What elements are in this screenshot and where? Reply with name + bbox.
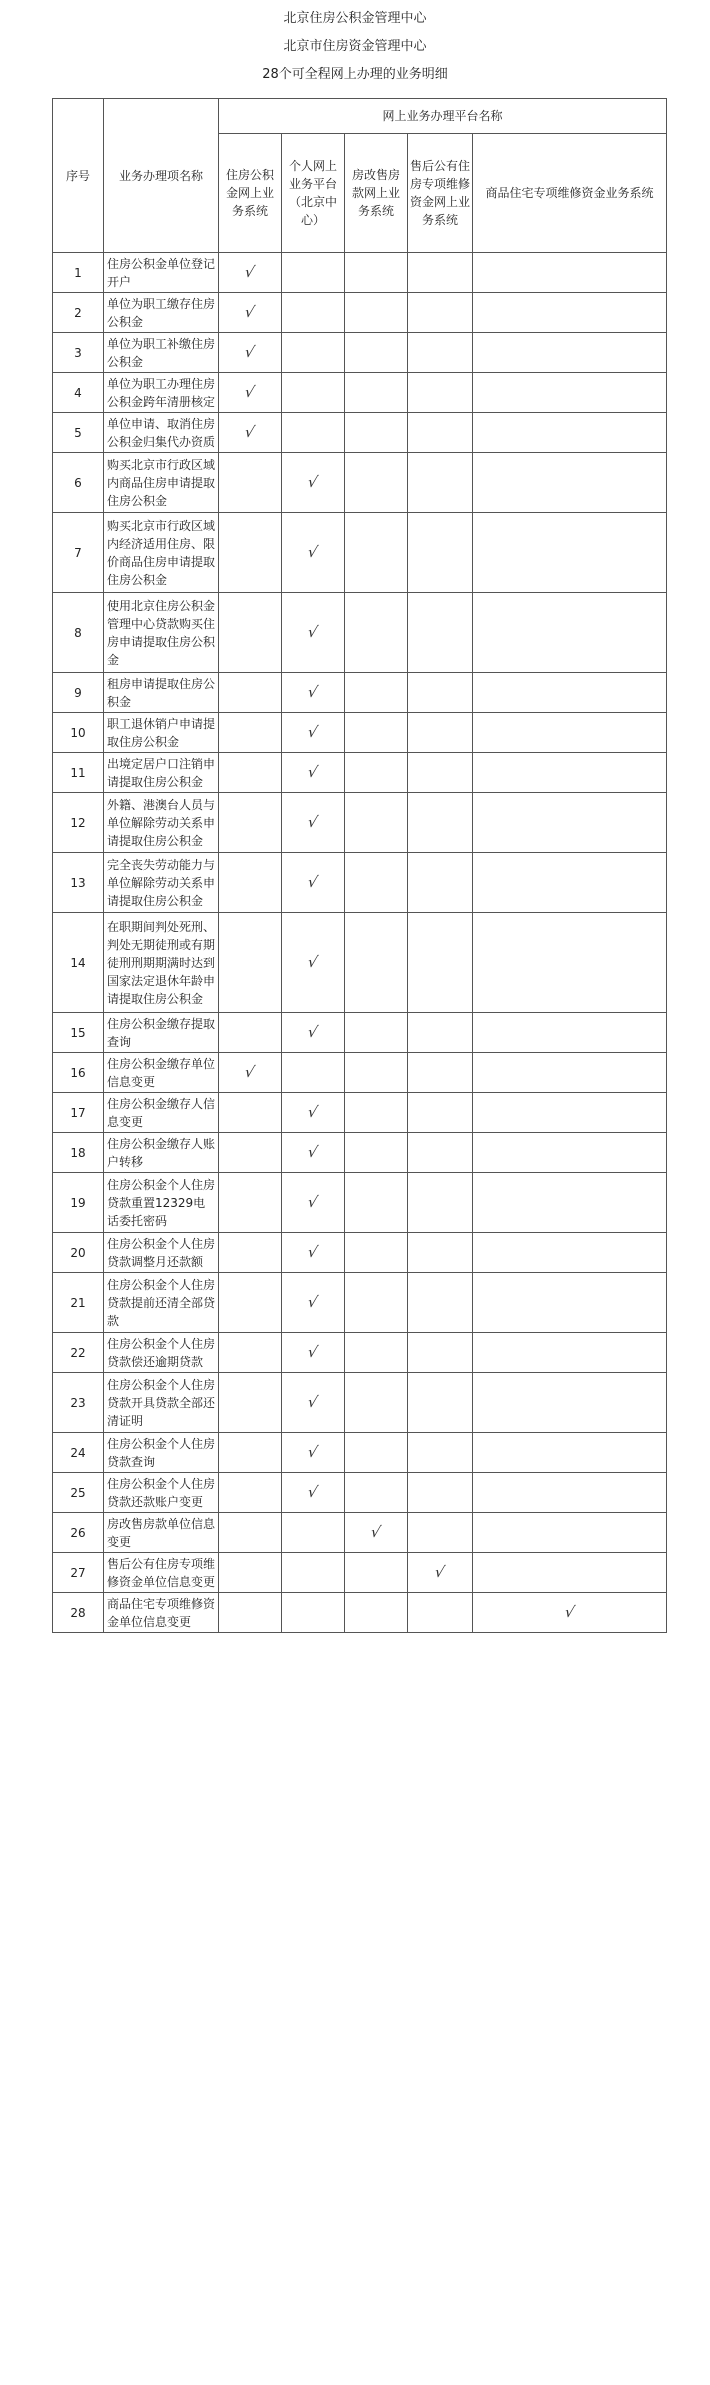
check-mark-icon: √ [306,683,320,701]
row-system-cell [219,1593,282,1633]
check-mark-icon: √ [306,473,320,491]
row-system-cell [408,853,473,913]
check-mark-icon: √ [243,1063,257,1081]
row-system-cell [219,1433,282,1473]
table-row [53,1513,667,1553]
row-system-cell [219,593,282,673]
row-system-cell [219,293,282,333]
row-system-cell [345,253,408,293]
row-system-cell [282,373,345,413]
row-system-cell [345,1373,408,1433]
row-system-cell [282,1053,345,1093]
row-system-cell [345,1473,408,1513]
row-seq: 25 [53,1473,104,1513]
check-mark-icon: √ [306,1293,320,1311]
row-seq: 7 [53,513,104,593]
row-system-cell [282,1473,345,1513]
row-system-cell [282,1373,345,1433]
check-mark-icon: √ [306,1103,320,1121]
table-row [53,1133,667,1173]
row-system-cell [219,333,282,373]
row-seq: 26 [53,1513,104,1553]
row-seq: 17 [53,1093,104,1133]
check-mark-icon: √ [306,623,320,641]
row-system-cell [473,793,667,853]
row-system-cell [473,1173,667,1233]
row-system-cell [408,1233,473,1273]
row-seq: 18 [53,1133,104,1173]
row-system-cell [282,1513,345,1553]
header-seq: 序号 [53,99,104,253]
row-system-cell [282,1273,345,1333]
table-row [53,1433,667,1473]
row-seq: 20 [53,1233,104,1273]
row-seq: 28 [53,1593,104,1633]
row-system-cell [408,913,473,1013]
check-mark-icon: √ [306,1193,320,1211]
row-system-cell [219,1013,282,1053]
row-business-name: 商品住宅专项维修资金单位信息变更 [104,1593,219,1633]
row-system-cell [282,673,345,713]
row-system-cell [219,1173,282,1233]
row-system-cell [473,1013,667,1053]
row-system-cell [219,1053,282,1093]
check-mark-icon: √ [243,423,257,441]
row-business-name: 单位为职工办理住房公积金跨年清册核定 [104,373,219,413]
row-system-cell [345,1013,408,1053]
row-system-cell [282,713,345,753]
row-system-cell [408,293,473,333]
check-mark-icon: √ [306,1393,320,1411]
title-main: 28个可全程网上办理的业务明细 [262,67,448,82]
row-seq: 4 [53,373,104,413]
check-mark-icon: √ [306,1243,320,1261]
row-system-cell [473,373,667,413]
check-mark-icon: √ [306,953,320,971]
row-system-cell [345,1333,408,1373]
table-row [53,513,667,593]
row-system-cell [473,1473,667,1513]
row-business-name: 在职期间判处死刑、判处无期徒刑或有期徒刑刑期期满时达到国家法定退休年龄申请提取住房公积金 [104,913,219,1013]
table-row [53,413,667,453]
row-system-cell [219,1093,282,1133]
table-row [53,1233,667,1273]
check-mark-icon: √ [306,543,320,561]
table-row [53,673,667,713]
row-business-name: 住房公积金缴存人账户转移 [104,1133,219,1173]
row-system-cell [282,513,345,593]
row-seq: 8 [53,593,104,673]
row-system-cell [473,333,667,373]
row-business-name: 住房公积金缴存人信息变更 [104,1093,219,1133]
row-business-name: 住房公积金个人住房贷款偿还逾期贷款 [104,1333,219,1373]
row-system-cell [282,1133,345,1173]
row-business-name: 外籍、港澳台人员与单位解除劳动关系申请提取住房公积金 [104,793,219,853]
row-system-cell [219,1333,282,1373]
check-mark-icon: √ [433,1563,447,1581]
row-business-name: 住房公积金个人住房贷款重置12329电话委托密码 [104,1173,219,1233]
check-mark-icon: √ [369,1523,383,1541]
table-row [53,593,667,673]
row-system-cell [345,513,408,593]
check-mark-icon: √ [306,873,320,891]
row-system-cell [219,1513,282,1553]
row-system-cell [282,1333,345,1373]
row-business-name: 住房公积金个人住房贷款调整月还款额 [104,1233,219,1273]
row-seq: 12 [53,793,104,853]
check-mark-icon: √ [306,1483,320,1501]
row-system-cell [408,673,473,713]
row-business-name: 购买北京市行政区域内商品住房申请提取住房公积金 [104,453,219,513]
row-business-name: 单位申请、取消住房公积金归集代办资质 [104,413,219,453]
row-system-cell [473,1373,667,1433]
row-system-cell [219,713,282,753]
row-system-cell [408,333,473,373]
header-system-5: 商品住宅专项维修资金业务系统 [473,134,667,253]
row-system-cell [219,1273,282,1333]
row-seq: 13 [53,853,104,913]
row-system-cell [345,753,408,793]
row-business-name: 单位为职工缴存住房公积金 [104,293,219,333]
row-system-cell [282,293,345,333]
row-system-cell [408,1173,473,1233]
row-business-name: 住房公积金单位登记开户 [104,253,219,293]
row-business-name: 售后公有住房专项维修资金单位信息变更 [104,1553,219,1593]
row-system-cell [282,853,345,913]
row-system-cell [282,593,345,673]
row-seq: 9 [53,673,104,713]
table-row [53,1373,667,1433]
row-business-name: 职工退休销户申请提取住房公积金 [104,713,219,753]
row-system-cell [219,853,282,913]
row-system-cell [282,913,345,1013]
table-row [53,713,667,753]
row-system-cell [219,753,282,793]
row-business-name: 购买北京市行政区域内经济适用住房、限价商品住房申请提取住房公积金 [104,513,219,593]
row-system-cell [473,673,667,713]
row-system-cell [408,513,473,593]
row-system-cell [219,453,282,513]
row-system-cell [473,713,667,753]
row-system-cell [473,1133,667,1173]
business-table [52,98,667,1633]
header-system-3: 房改售房款网上业务系统 [345,134,408,253]
row-system-cell [408,753,473,793]
table-row [53,1593,667,1633]
title-org-2: 北京市住房资金管理中心 [283,39,427,54]
row-business-name: 单位为职工补缴住房公积金 [104,333,219,373]
row-system-cell [282,1173,345,1233]
row-system-cell [473,753,667,793]
row-business-name: 住房公积金缴存单位信息变更 [104,1053,219,1093]
row-system-cell [282,1233,345,1273]
row-seq: 3 [53,333,104,373]
row-system-cell [219,513,282,593]
header-system-2: 个人网上业务平台（北京中心） [282,134,345,253]
table-body [53,253,667,1633]
row-system-cell [473,1333,667,1373]
row-system-cell [219,1133,282,1173]
row-system-cell [408,1513,473,1553]
row-system-cell [473,1093,667,1133]
row-system-cell [282,413,345,453]
check-mark-icon: √ [243,383,257,401]
check-mark-icon: √ [306,723,320,741]
row-system-cell [345,1053,408,1093]
row-system-cell [408,453,473,513]
row-system-cell [408,1333,473,1373]
row-seq: 10 [53,713,104,753]
row-seq: 23 [53,1373,104,1433]
row-system-cell [219,793,282,853]
row-seq: 19 [53,1173,104,1233]
row-system-cell [345,1513,408,1553]
row-system-cell [408,1093,473,1133]
row-system-cell [345,293,408,333]
row-system-cell [345,333,408,373]
row-system-cell [219,413,282,453]
row-business-name: 住房公积金个人住房贷款还款账户变更 [104,1473,219,1513]
row-system-cell [408,1473,473,1513]
table-row [53,1333,667,1373]
row-system-cell [345,853,408,913]
row-system-cell [282,1433,345,1473]
row-seq: 24 [53,1433,104,1473]
check-mark-icon: √ [243,263,257,281]
row-system-cell [473,1273,667,1333]
row-system-cell [408,1133,473,1173]
check-mark-icon: √ [306,1443,320,1461]
row-system-cell [219,913,282,1013]
row-seq: 16 [53,1053,104,1093]
row-system-cell [473,853,667,913]
table-row [53,1173,667,1233]
row-business-name: 住房公积金个人住房贷款查询 [104,1433,219,1473]
table-row [53,333,667,373]
row-system-cell [282,753,345,793]
row-system-cell [408,413,473,453]
row-system-cell [408,1273,473,1333]
row-system-cell [219,373,282,413]
row-system-cell [345,453,408,513]
table-row [53,753,667,793]
row-system-cell [345,673,408,713]
row-system-cell [282,253,345,293]
row-system-cell [282,1013,345,1053]
row-system-cell [473,453,667,513]
row-system-cell [282,1593,345,1633]
row-system-cell [345,1173,408,1233]
row-system-cell [473,1553,667,1593]
row-system-cell [219,1553,282,1593]
check-mark-icon: √ [306,1343,320,1361]
row-system-cell [345,1093,408,1133]
row-system-cell [345,1433,408,1473]
row-system-cell [345,1593,408,1633]
row-seq: 15 [53,1013,104,1053]
row-system-cell [345,593,408,673]
check-mark-icon: √ [243,343,257,361]
table-row [53,793,667,853]
row-system-cell [408,793,473,853]
row-seq: 14 [53,913,104,1013]
row-system-cell [345,1233,408,1273]
table-row [53,1053,667,1093]
row-system-cell [473,1433,667,1473]
table-row [53,1093,667,1133]
row-system-cell [408,1373,473,1433]
row-system-cell [345,373,408,413]
check-mark-icon: √ [306,813,320,831]
row-business-name: 住房公积金缴存提取查询 [104,1013,219,1053]
row-system-cell [345,793,408,853]
row-system-cell [282,793,345,853]
row-system-cell [473,253,667,293]
row-system-cell [473,513,667,593]
row-system-cell [219,673,282,713]
table-row [53,853,667,913]
row-system-cell [408,1593,473,1633]
row-system-cell [219,1373,282,1433]
table-row [53,1273,667,1333]
row-system-cell [345,1133,408,1173]
row-system-cell [408,253,473,293]
row-business-name: 出境定居户口注销申请提取住房公积金 [104,753,219,793]
row-seq: 22 [53,1333,104,1373]
row-system-cell [473,1593,667,1633]
table-row [53,1553,667,1593]
row-system-cell [473,1053,667,1093]
row-system-cell [345,1273,408,1333]
row-system-cell [282,453,345,513]
table-row [53,373,667,413]
row-system-cell [473,1233,667,1273]
row-system-cell [282,333,345,373]
row-business-name: 房改售房款单位信息变更 [104,1513,219,1553]
row-system-cell [408,593,473,673]
header-platform-group: 网上业务办理平台名称 [219,99,667,134]
row-business-name: 租房申请提取住房公积金 [104,673,219,713]
table-row [53,1473,667,1513]
row-system-cell [408,713,473,753]
row-business-name: 使用北京住房公积金管理中心贷款购买住房申请提取住房公积金 [104,593,219,673]
table-row [53,913,667,1013]
header-system-4: 售后公有住房专项维修资金网上业务系统 [408,134,473,253]
row-system-cell [282,1553,345,1593]
row-system-cell [473,1513,667,1553]
row-seq: 27 [53,1553,104,1593]
row-system-cell [219,1233,282,1273]
header-name: 业务办理项名称 [104,99,219,253]
row-system-cell [473,913,667,1013]
row-system-cell [473,293,667,333]
table-row [53,253,667,293]
row-system-cell [408,373,473,413]
row-system-cell [219,253,282,293]
row-system-cell [408,1433,473,1473]
row-seq: 1 [53,253,104,293]
check-mark-icon: √ [306,1023,320,1041]
row-system-cell [345,913,408,1013]
header-row-1 [53,99,667,134]
title-org-1: 北京住房公积金管理中心 [283,11,427,26]
row-system-cell [219,1473,282,1513]
row-system-cell [408,1053,473,1093]
check-mark-icon: √ [243,303,257,321]
row-system-cell [345,413,408,453]
row-seq: 6 [53,453,104,513]
check-mark-icon: √ [306,1143,320,1161]
row-business-name: 住房公积金个人住房贷款开具贷款全部还清证明 [104,1373,219,1433]
check-mark-icon: √ [306,763,320,781]
row-seq: 2 [53,293,104,333]
row-seq: 11 [53,753,104,793]
row-system-cell [282,1093,345,1133]
row-system-cell [345,713,408,753]
row-system-cell [345,1553,408,1593]
table-row [53,293,667,333]
check-mark-icon: √ [562,1603,577,1621]
row-system-cell [473,413,667,453]
table-row [53,1013,667,1053]
row-seq: 21 [53,1273,104,1333]
row-business-name: 住房公积金个人住房贷款提前还清全部贷款 [104,1273,219,1333]
row-business-name: 完全丧失劳动能力与单位解除劳动关系申请提取住房公积金 [104,853,219,913]
row-system-cell [408,1553,473,1593]
row-seq: 5 [53,413,104,453]
row-system-cell [473,593,667,673]
row-system-cell [408,1013,473,1053]
header-system-1: 住房公积金网上业务系统 [219,134,282,253]
table-row [53,453,667,513]
